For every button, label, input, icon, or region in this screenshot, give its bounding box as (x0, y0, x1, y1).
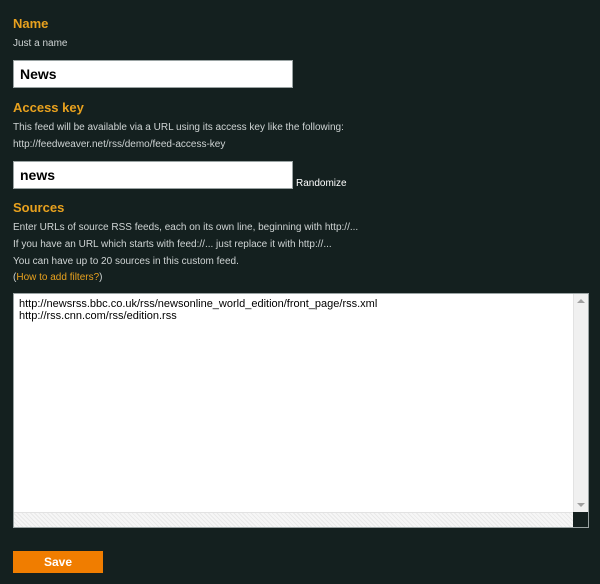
scroll-up-arrow-icon[interactable] (577, 299, 585, 303)
sources-help-line-3: You can have up to 20 sources in this custom feed. (13, 256, 239, 267)
sources-textarea-content[interactable]: http://newsrss.bbc.co.uk/rss/newsonline_world_edition/front_page/rss.xml http://rss.cnn.com/rss/edition.rss (19, 298, 378, 322)
sources-heading: Sources (13, 200, 65, 215)
filters-close-paren: ) (99, 272, 103, 283)
access-key-input[interactable] (13, 161, 293, 189)
access-key-example-url: http://feedweaver.net/rss/demo/feed-access-key (13, 139, 226, 150)
scroll-down-arrow-icon[interactable] (577, 503, 585, 507)
name-help: Just a name (13, 38, 68, 49)
vertical-scrollbar[interactable] (573, 294, 588, 512)
filters-help (13, 272, 103, 284)
filters-open-paren: ( (13, 272, 17, 283)
sources-help-line-2: If you have an URL which starts with feed://... just replace it with http://... (13, 239, 332, 250)
how-to-add-filters-link[interactable]: How to add filters? (16, 272, 100, 283)
resize-grip-icon[interactable] (573, 512, 588, 527)
sources-textarea[interactable] (13, 293, 589, 528)
randomize-link[interactable]: Randomize (296, 178, 347, 189)
horizontal-scrollbar[interactable] (14, 512, 573, 527)
name-input[interactable] (13, 60, 293, 88)
save-button[interactable]: Save (13, 551, 103, 573)
access-key-help: This feed will be available via a URL using its access key like the following: (13, 122, 344, 133)
access-key-heading: Access key (13, 100, 84, 115)
name-heading: Name (13, 16, 49, 31)
sources-help-line-1: Enter URLs of source RSS feeds, each on its own line, beginning with http://... (13, 222, 359, 233)
